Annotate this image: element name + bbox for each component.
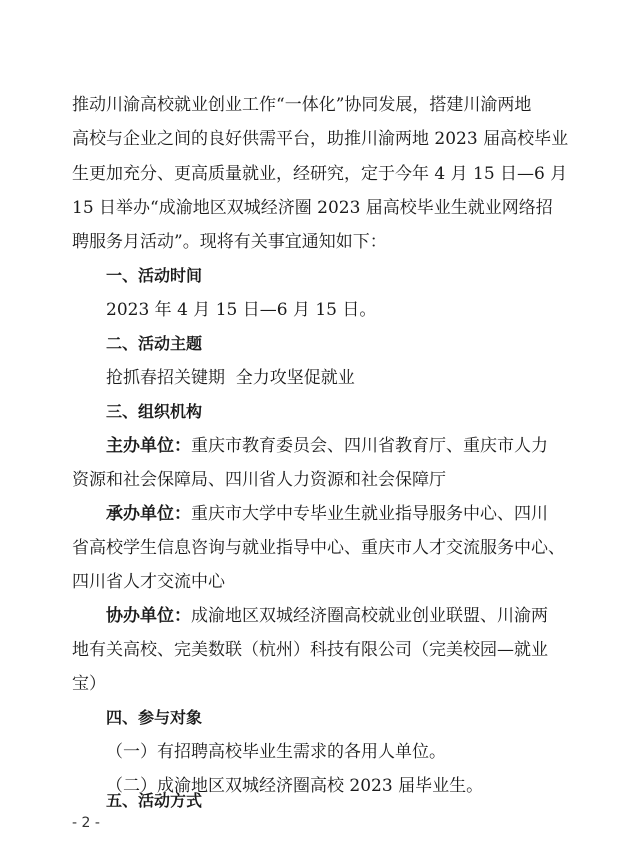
page-number: - 2 - xyxy=(72,815,100,831)
intro-line-5: 聘服务月活动”。现将有关事宜通知如下： xyxy=(72,232,387,252)
co-organizer-text-1: 成渝地区双城经济圈高校就业创业联盟、川渝两 xyxy=(191,606,548,626)
organizer-paragraph-line-1 xyxy=(106,503,576,525)
co-organizer-text-2: 地有关高校、完美数联（杭州）科技有限公司（完美校园—就业 xyxy=(72,640,548,660)
co-organizer-paragraph-line-1 xyxy=(106,605,576,627)
co-organizer-text-3: 宝） xyxy=(72,674,106,694)
host-label: 主办单位： xyxy=(106,436,191,456)
host-paragraph-line-1 xyxy=(106,435,576,457)
co-organizer-label: 协办单位： xyxy=(106,606,191,626)
host-text-1: 重庆市教育委员会、四川省教育厅、重庆市人力 xyxy=(191,436,548,456)
organizer-label: 承办单位： xyxy=(106,504,191,524)
section-1-heading: 一、活动时间 xyxy=(106,266,203,285)
section-2-text: 抢抓春招关键期 全力攻坚促就业 xyxy=(106,368,355,388)
section-4-item-2: （二）成渝地区双城经济圈高校 2023 届毕业生。 xyxy=(106,776,484,796)
section-3-heading: 三、组织机构 xyxy=(106,402,203,421)
organizer-text-2: 省高校学生信息咨询与就业指导中心、重庆市人才交流服务中心、 xyxy=(72,538,565,558)
intro-line-2: 高校与企业之间的良好供需平台，助推川渝两地 2023 届高校毕业 xyxy=(72,129,569,149)
host-text-2: 资源和社会保障局、四川省人力资源和社会保障厅 xyxy=(72,470,446,490)
section-4-item-1: （一）有招聘高校毕业生需求的各用人单位。 xyxy=(106,742,446,762)
intro-line-1: 推动川渝高校就业创业工作“一体化”协同发展，搭建川渝两地 xyxy=(72,95,532,115)
organizer-text-1: 重庆市大学中专毕业生就业指导服务中心、四川 xyxy=(191,504,548,524)
organizer-text-3: 四川省人才交流中心 xyxy=(72,572,225,592)
section-2-heading: 二、活动主题 xyxy=(106,334,203,353)
section-1-text: 2023 年 4 月 15 日—6 月 15 日。 xyxy=(106,300,377,320)
intro-line-4: 15 日举办“成渝地区双城经济圈 2023 届高校毕业生就业网络招 xyxy=(72,198,553,218)
section-5-heading: 五、活动方式 xyxy=(106,791,203,810)
intro-line-3: 生更加充分、更高质量就业，经研究，定于今年 4 月 15 日—6 月 xyxy=(72,164,568,184)
section-4-heading: 四、参与对象 xyxy=(106,708,203,727)
